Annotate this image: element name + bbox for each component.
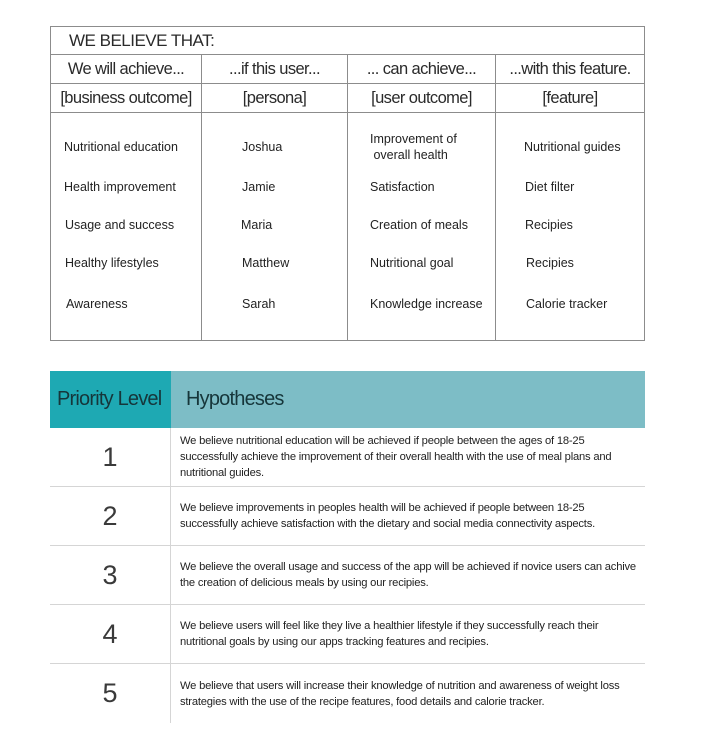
header-persona: ...if this user... <box>202 55 348 83</box>
hypothesis-text: We believe the overall usage and success of the app will be achieved if novice users can achive the creation of delicious meals by using our recipies. <box>180 561 636 589</box>
subheader-user-outcome: [user outcome] <box>348 84 496 112</box>
user-outcome-item: Creation of meals <box>370 218 468 232</box>
feature-item: Recipies <box>525 218 573 232</box>
belief-table <box>50 26 645 341</box>
business-outcome-item: Healthy lifestyles <box>65 256 159 270</box>
feature-item: Diet filter <box>525 180 575 194</box>
priority-level-header: Priority Level <box>50 371 171 428</box>
user-outcome-item: Knowledge increase <box>370 297 483 311</box>
persona-item: Maria <box>241 218 273 232</box>
subheader-persona: [persona] <box>202 84 348 112</box>
persona-item: Sarah <box>242 297 276 311</box>
priority-row <box>50 428 645 487</box>
user-outcome-item: Improvement of overall health <box>370 132 457 162</box>
priority-number: 4 <box>50 605 171 663</box>
persona-column <box>202 113 348 340</box>
persona-item: Matthew <box>242 256 290 270</box>
belief-body <box>51 113 644 340</box>
business-outcome-item: Usage and success <box>65 218 175 232</box>
persona-item: Jamie <box>242 180 276 194</box>
subheader-feature: [feature] <box>542 89 598 107</box>
feature-item: Recipies <box>526 256 574 270</box>
business-outcome-item: Health improvement <box>64 180 176 194</box>
feature-column <box>496 113 644 340</box>
priority-row <box>50 546 645 605</box>
belief-table-title: WE BELIEVE THAT: <box>51 27 644 55</box>
subheader-business: [business outcome] <box>51 84 202 112</box>
priority-number: 3 <box>50 546 171 604</box>
belief-subheader-row <box>51 84 644 113</box>
business-outcome-item: Nutritional education <box>64 140 178 154</box>
priority-row <box>50 605 645 664</box>
hypothesis-text: We believe nutritional education will be achieved if people between the ages of 18-25 successfully achieve the improvement of their overall health with the use of meal plans and nutritional guides. <box>180 435 612 479</box>
priority-header <box>50 371 645 428</box>
user-outcome-item: Nutritional goal <box>370 256 454 270</box>
feature-item: Calorie tracker <box>526 297 608 311</box>
priority-number: 1 <box>50 428 171 486</box>
persona-item: Joshua <box>242 140 283 154</box>
hypotheses-header: Hypotheses <box>171 371 645 428</box>
header-business: We will achieve... <box>51 55 202 83</box>
feature-item: Nutritional guides <box>524 140 621 154</box>
business-outcome-item: Awareness <box>66 297 128 311</box>
hypothesis-text: We believe users will feel like they live a healthier lifestyle if they successfully reach their nutritional goals by using our apps tracking features and recipies. <box>180 620 599 648</box>
hypothesis-text: We believe that users will increase their knowledge of nutrition and awareness of weight loss strategies with the use of the recipe features, food details and calorie tracker. <box>180 679 620 708</box>
user-outcome-item: Satisfaction <box>370 180 435 194</box>
hypothesis-text: We believe improvements in peoples health will be achieved if people between 18-25 successfully achieve satisfaction with the dietary and social media connectivity aspects. <box>180 502 595 530</box>
header-feature: ...with this feature. <box>509 60 631 78</box>
priority-number: 5 <box>50 664 171 723</box>
priority-row <box>50 664 645 723</box>
user-outcome-column <box>348 113 496 340</box>
priority-number: 2 <box>50 487 171 545</box>
business-outcome-column <box>51 113 202 340</box>
belief-header-row <box>51 55 644 84</box>
header-user-outcome: ... can achieve... <box>348 55 496 83</box>
priority-row <box>50 487 645 546</box>
priority-table <box>50 371 645 723</box>
